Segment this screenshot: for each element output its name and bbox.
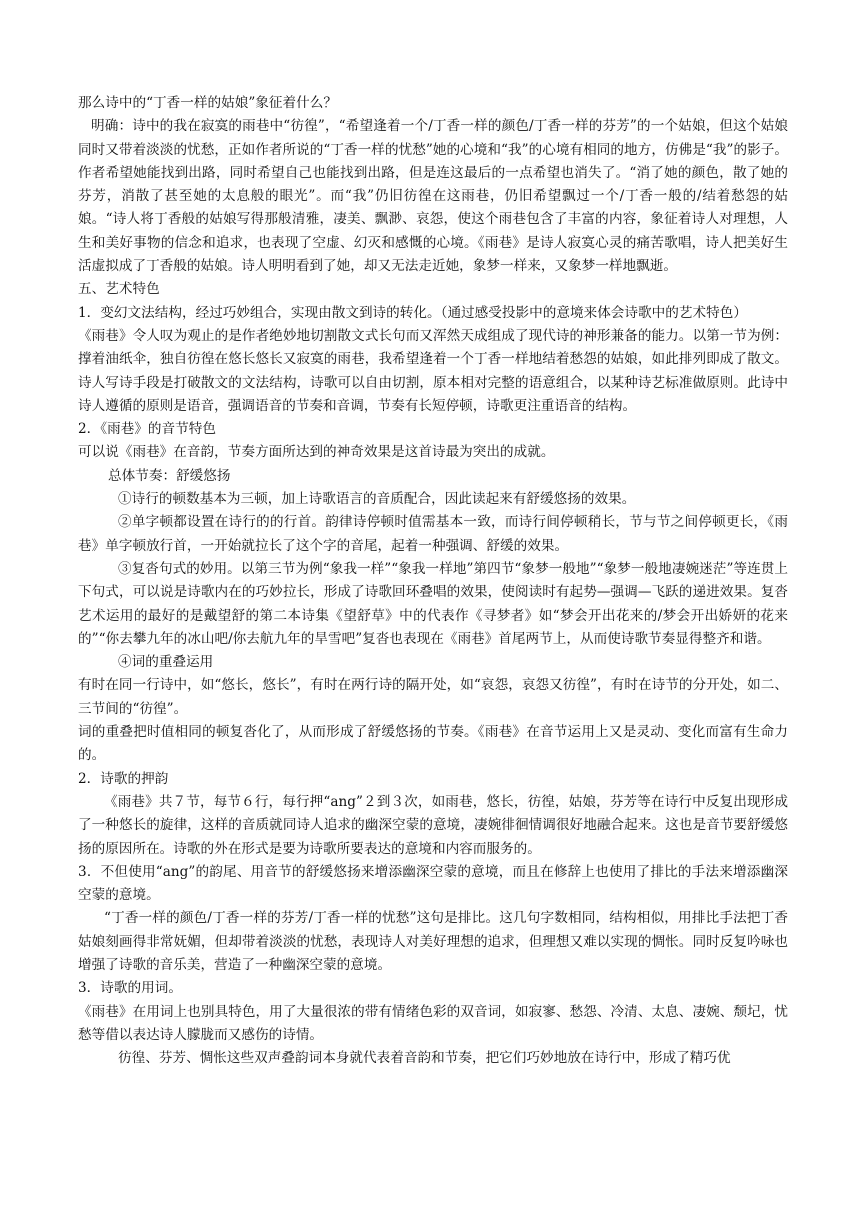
paragraph: 《雨巷》令人叹为观止的是作者绝妙地切割散文式长句而又浑然天成组成了现代诗的神形兼备的能力。以第一节为例：撑着油纸伞，独自彷徨在悠长悠长又寂寞的雨巷，我希望逢着一个丁香一样地结着愁怨的姑娘，如此排列即成了散文。诗人写诗手段是打破散文的文法结构，诗歌可以自由切割，原本相对完整的语意组合，以某种诗艺标准做原则。此诗中诗人遵循的原则是语音，强调语音的节奏和音调，节奏有长短停顿，诗歌更注重语音的结构。 — [78, 327, 788, 414]
section-heading: 五、艺术特色 — [78, 281, 160, 298]
paragraph: “丁香一样的颜色/丁香一样的芬芳/丁香一样的忧愁”这句是排比。这几句字数相同，结构相似，用排比手法把丁香姑娘刻画得非常妩媚，但却带着淡淡的忧愁，表现诗人对美好理想的追求，但理想又难以实现的惆怅。同时反复吟咏也增强了诗歌的音乐美，营造了一种幽深空蒙的意境。 — [78, 910, 788, 973]
subsection-heading: 3．诗歌的用词。 — [78, 980, 182, 997]
paragraph: 3．不但使用“ang”的韵尾、用音节的舒缓悠扬来增添幽深空蒙的意境，而且在修辞上也使用了排比的手法来增添幽深空蒙的意境。 — [78, 863, 788, 904]
subsection-heading: 2．诗歌的押韵 — [78, 770, 169, 787]
paragraph: 有时在同一行诗中，如“悠长，悠长”，有时在两行诗的隔开处，如“哀怨，哀怨又彷徨”，有时在诗节的分开处，如二、三节间的“彷徨”。 — [78, 677, 788, 717]
paragraph: 总体节奏：舒缓悠扬 — [108, 467, 231, 484]
paragraph: 《雨巷》在用词上也别具特色，用了大量很浓的带有情绪色彩的双音词，如寂寥、愁怨、冷清、太息、凄婉、颓圮，忧愁等借以表达诗人朦胧而又感伤的诗情。 — [78, 1003, 788, 1043]
subsection-heading: 2．《雨巷》的音节特色 — [78, 421, 217, 438]
paragraph: 那么诗中的“丁香一样的姑娘”象征着什么？ — [78, 95, 337, 111]
paragraph: 1．变幻文法结构，经过巧妙组合，实现由散文到诗的转化。（通过感受投影中的意境来体会诗歌中的艺术特色） — [78, 304, 747, 321]
paragraph: 明确：诗中的我在寂寞的雨巷中“彷徨”，“希望逢着一个/丁香一样的颜色/丁香一样的芬芳”的一个姑娘，但这个姑娘同时又带着淡淡的忧愁，正如作者所说的“丁香一样的忧愁”她的心境和“我”的心境有相同的地方，仿佛是“我”的影子。作者希望她能找到出路，同时希望自己也能找到出路，但是连这最后的一点希望也消失了。“消了她的颜色，散了她的芬芳，消散了甚至她的太息般的眼光”。而“我”仍旧彷徨在这雨巷，仍旧希望飘过一个/丁香一般的/结着愁怨的姑娘。“诗人将丁香般的姑娘写得那般清雅，凄美、飘渺、哀怨，使这个雨巷包含了丰富的内容，象征着诗人对理想，人生和美好事物的信念和追求，也表现了空虚、幻灭和感慨的心境。《雨巷》是诗人寂寞心灵的痛苦歌唱，诗人把美好生活虚拟成了丁香般的姑娘。诗人明明看到了她，却又无法走近她，象梦一样来，又象梦一样地飘逝。 — [78, 118, 788, 275]
paragraph: ④词的重叠运用 — [118, 654, 214, 671]
document-page — [78, 92, 788, 1070]
paragraph: 可以说《雨巷》在音韵，节奏方面所达到的神奇效果是这首诗最为突出的成就。 — [78, 444, 555, 461]
paragraph: 词的重叠把时值相同的顿复沓化了，从而形成了舒缓悠扬的节奏。《雨巷》在音节运用上又是灵动、变化而富有生命力的。 — [78, 724, 788, 764]
paragraph: ②单字顿都设置在诗行的的行首。韵律诗停顿时值需基本一致，而诗行间停顿稍长，节与节之间停顿更长，《雨巷》单字顿放行首，一开始就拉长了这个字的音尾，起着一种强调、舒缓的效果。 — [78, 514, 788, 554]
paragraph: ③复沓句式的妙用。以第三节为例“象我一样”“象我一样地”第四节“象梦一般地”“象梦一般地凄婉迷茫”等连贯上下句式，可以说是诗歌内在的巧妙拉长，形成了诗歌回环叠唱的效果，使阅读时有起势—强调—飞跃的递进效果。复沓艺术运用的最好的是戴望舒的第二本诗集《望舒草》中的代表作《寻梦者》如“梦会开出花来的/梦会开出娇妍的花来的”“你去攀九年的冰山吧/你去航九年的旱雪吧”复沓也表现在《雨巷》首尾两节上，从而使诗歌节奏显得整齐和谐。 — [78, 560, 788, 647]
paragraph: ①诗行的顿数基本为三顿，加上诗歌语言的音质配合，因此读起来有舒缓悠扬的效果。 — [118, 491, 636, 508]
paragraph: 彷徨、芬芳、惆怅这些双声叠韵词本身就代表着音韵和节奏，把它们巧妙地放在诗行中，形成了精巧优 — [118, 1050, 731, 1067]
paragraph: 《雨巷》共７节，每节６行，每行押“ang”２到３次，如雨巷，悠长，彷徨，姑娘，芬芳等在诗行中反复出现形成了一种悠长的旋律，这样的音质就同诗人追求的幽深空蒙的意境，凄婉徘徊情调很好地融合起来。这也是音节要舒缓悠扬的原因所在。诗歌的外在形式是要为诗歌所要表达的意境和内容而服务的。 — [78, 793, 788, 857]
